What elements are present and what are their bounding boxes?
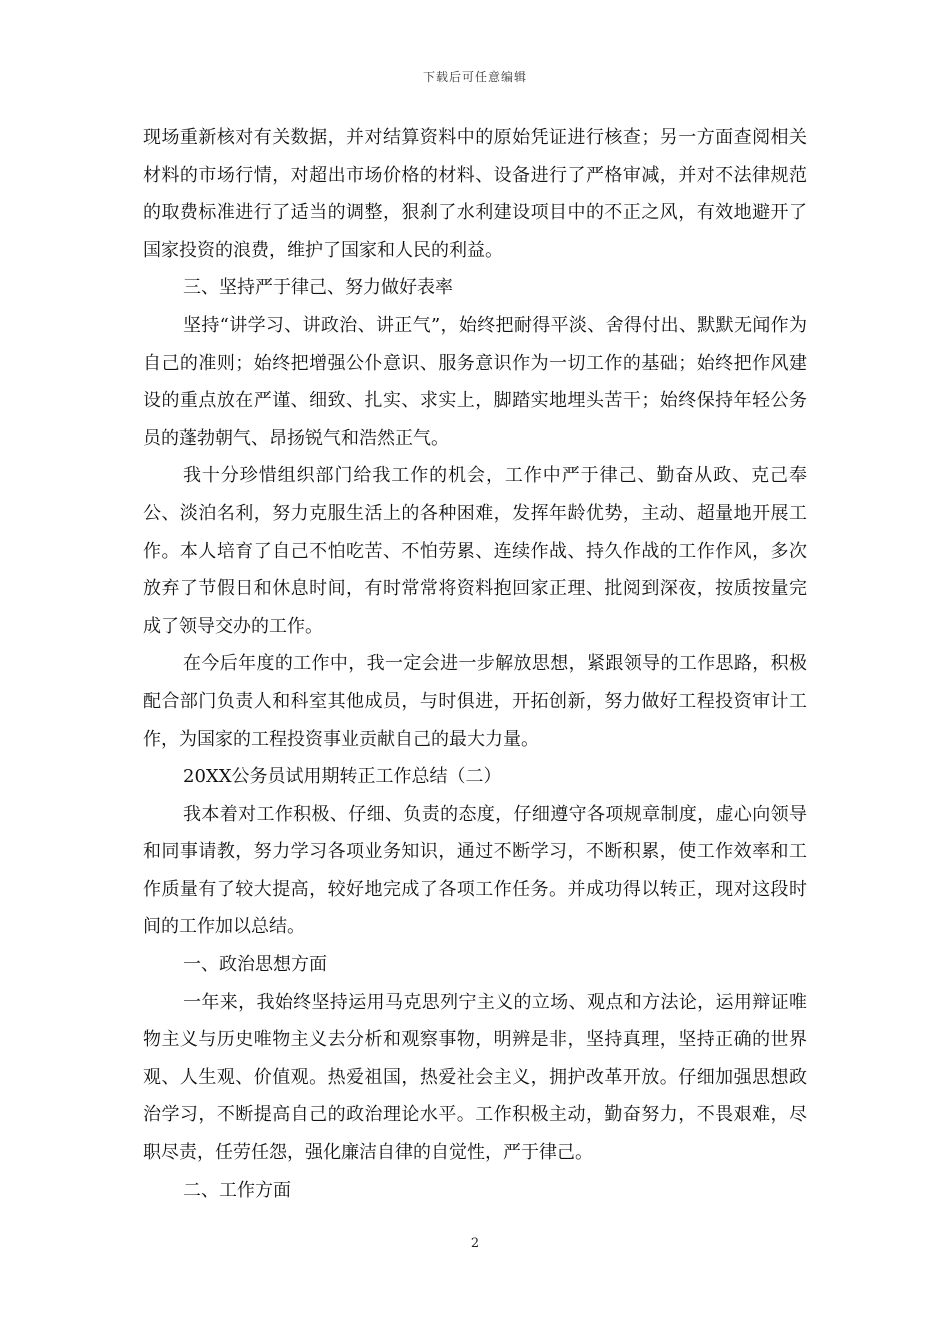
page-header: 下载后可任意编辑: [422, 70, 527, 84]
paragraph: 我本着对工作积极、仔细、负责的态度，仔细遵守各项规章制度，虚心向领导和同事请教，努力学习各项业务知识，通过不断学习，不断积累，使工作效率和工作质量有了较大提高，较好地完成了各项工作任务。并成功得以转正，现对这段时间的工作加以总结。: [143, 803, 807, 938]
paragraph-continued: 现场重新核对有关数据，并对结算资料中的原始凭证进行核查；另一方面查阅相关材料的市场行情，对超出市场价格的材料、设备进行了严格审减，并对不法律规范的取费标准进行了适当的调整，狠刹了水利建设项目中的不正之风，有效地避开了国家投资的浪费，维护了国家和人民的利益。: [143, 127, 807, 261]
section-heading-2: 二、工作方面: [183, 1179, 291, 1201]
paragraph: 一年来，我始终坚持运用马克思列宁主义的立场、观点和方法论，运用辩证唯物主义与历史唯物主义去分析和观察事物，明辨是非，坚持真理，坚持正确的世界观、人生观、价值观。热爱祖国，热爱社会主义，拥护改革开放。仔细加强思想政治学习，不断提高自己的政治理论水平。工作积极主动，勤奋努力，不畏艰难，尽职尽责，任劳任怨，强化廉洁自律的自觉性，严于律己。: [143, 991, 807, 1164]
document-body: [143, 119, 807, 1209]
section-heading-3: 三、坚持严于律己、努力做好表率: [183, 277, 453, 299]
document-title-2: 20XX公务员试用期转正工作总结（二）: [183, 766, 502, 788]
paragraph: 在今后年度的工作中，我一定会进一步解放思想，紧跟领导的工作思路，积极配合部门负责人和科室其他成员，与时俱进，开拓创新，努力做好工程投资审计工作，为国家的工程投资事业贡献自己的最大力量。: [143, 653, 807, 750]
paragraph: 坚持“讲学习、讲政治、讲正气”，始终把耐得平淡、舍得付出、默默无闻作为自己的准则；始终把增强公仆意识、服务意识作为一切工作的基础；始终把作风建设的重点放在严谨、细致、扎实、求实上，脚踏实地埋头苦干；始终保持年轻公务员的蓬勃朝气、昂扬锐气和浩然正气。: [143, 314, 807, 449]
page-number: 2: [470, 1236, 480, 1251]
paragraph: 我十分珍惜组织部门给我工作的机会，工作中严于律己、勤奋从政、克己奉公、淡泊名利，努力克服生活上的各种困难，发挥年龄优势，主动、超量地开展工作。本人培育了自己不怕吃苦、不怕劳累、连续作战、持久作战的工作作风，多次放弃了节假日和休息时间，有时常常将资料抱回家正理、批阅到深夜，按质按量完成了领导交办的工作。: [143, 465, 807, 637]
section-heading-1: 一、政治思想方面: [183, 954, 327, 976]
